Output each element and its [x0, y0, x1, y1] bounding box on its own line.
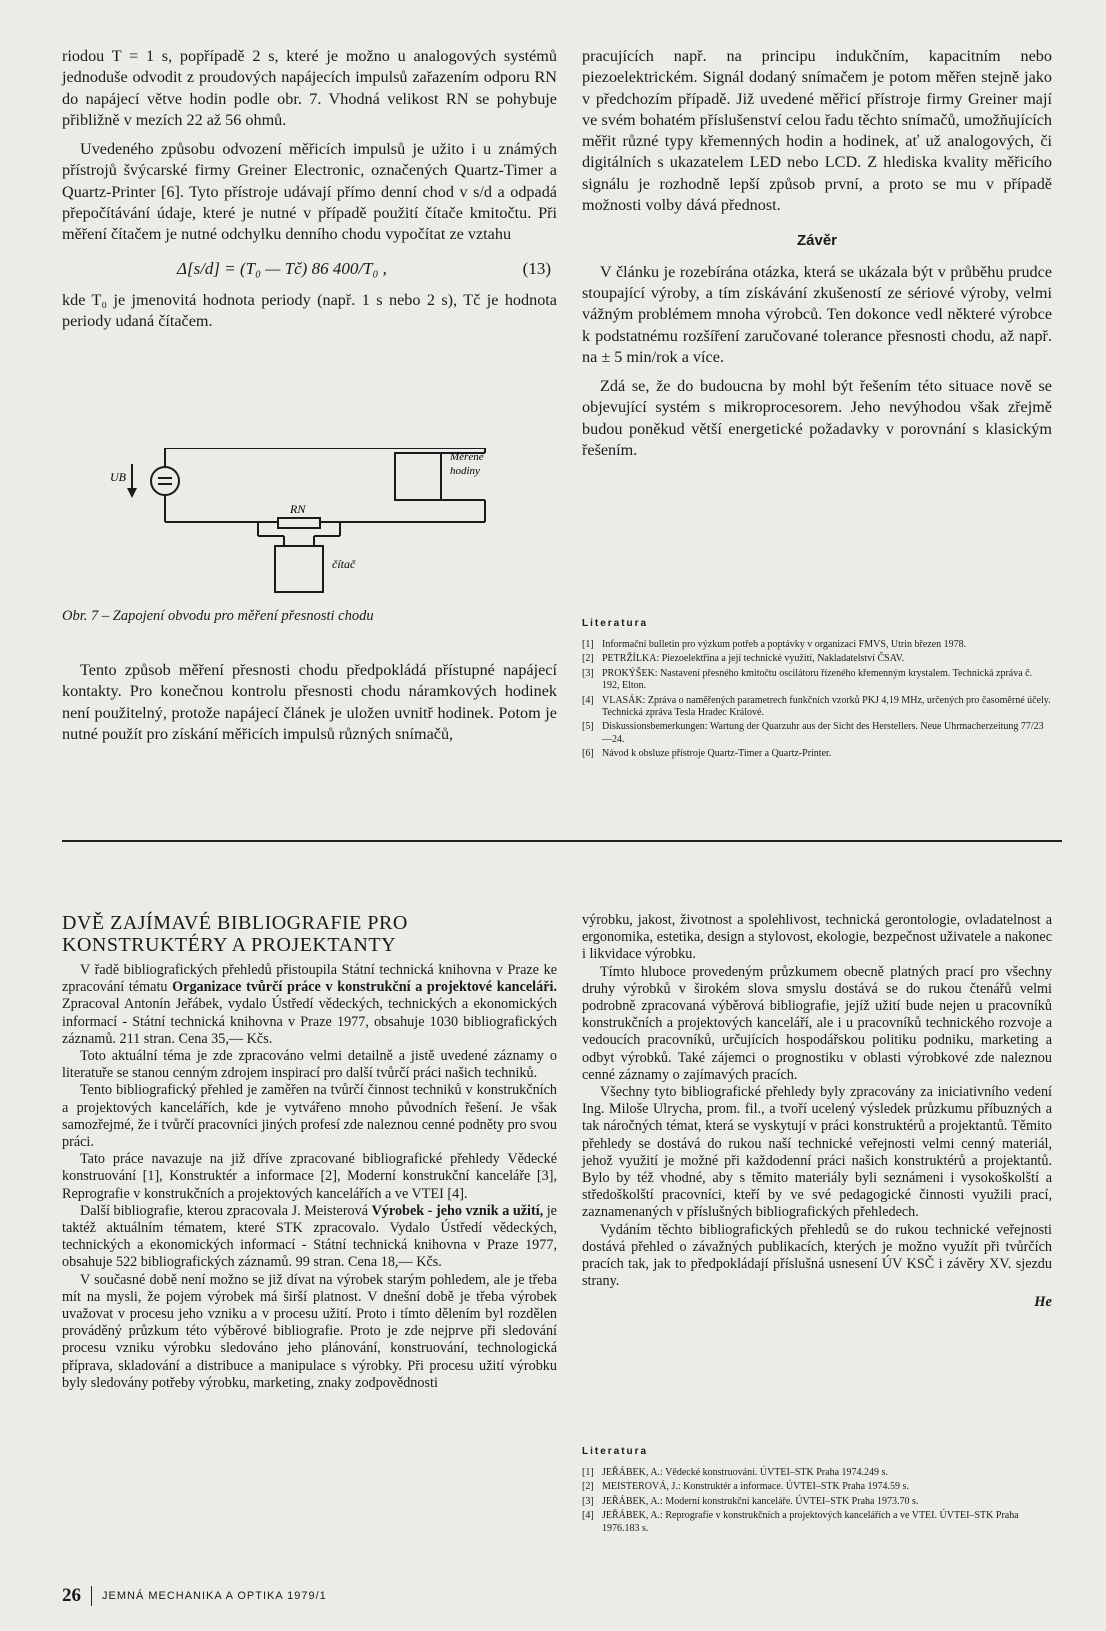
reference-text: PROKÝŠEK: Nastavení přesného kmitočtu oscilátoru řízeného křemenným krystalem. Technická zpráva č. 192, Elton. — [602, 667, 1033, 692]
journal-name: JEMNÁ MECHANIKA A OPTIKA 1979/1 — [102, 1590, 327, 1602]
paragraph: Tento bibliografický přehled je zaměřen na tvůrčí činnost techniků v konstrukčních a projektových kancelářích, kde je vytvářeno mnoho původních řešení. Je však samozřejmé, že i tvůrčí pracovníci jiných profesí zde naleznou cenné podněty pro svou práci. — [62, 1082, 557, 1151]
reference-text: VLASÁK: Zpráva o naměřených parametrech funkčních vzorků PKJ 4,19 MHz, určených pro časoměrné účely. Technická zpráva Tesla Hradec Králové. — [602, 694, 1051, 719]
clock-label: Měřené — [450, 451, 484, 463]
reference-number: [4] — [582, 694, 594, 706]
resistor-label: RN — [290, 502, 306, 516]
article-title: DVĚ ZAJÍMAVÉ BIBLIOGRAFIE PRO KONSTRUKTÉRY A PROJEKTANTY — [62, 912, 408, 956]
reference-item — [582, 748, 1052, 760]
reference-text: JEŘÁBEK, A.: Reprografie v konstrukčních a projektových kancelářích a ve VTEI. ÚVTEI–STK Praha 1976.183 s. — [602, 1510, 1019, 1534]
reference-list — [582, 1467, 1052, 1535]
reference-item — [582, 668, 1052, 693]
reference-item — [582, 721, 1052, 746]
paragraph: riodou T = 1 s, popřípadě 2 s, které je možno u analogových systémů jednoduše odvodit z proudových napájecích impulsů zařazením odporu RN do napájecí větve hodin podle obr. 7. Vhodná velikost RN se pohybuje přibližně v mezích 22 až 56 ohmů. — [62, 47, 557, 129]
reference-text: Diskussionsbemerkungen: Wartung der Quarzuhr aus der Sicht des Herstellers. Neue Uhrmacherzeitung 77/23—24. — [602, 721, 1044, 745]
reference-item — [582, 1467, 1052, 1479]
article-left-column — [62, 912, 557, 1392]
literature-bottom — [582, 1446, 1052, 1537]
reference-number: [4] — [582, 1510, 594, 1522]
reference-item — [582, 1510, 1052, 1535]
reference-item — [582, 639, 1052, 651]
source-label: UB — [110, 470, 126, 484]
paragraph: Tímto hluboce provedeným průzkumem obecně platných prací pro všechny druhy výrobků v širokém slova smyslu dostává se do rukou čtenářů velmi podrobně zpracovaná výběrová bibliografie, jejíž užití bude nejen u pracovníků konstrukčních a projektových kanceláří, ale i u pracovníků technického rozvoje a vedoucích pracovníků, určujících hospodářskou politiku podniku, marketing a odbyt výrobků. Také zájemci o prognostiku v oblasti výrobkové zde naleznou cenné záznamy o zajímavých pracích. — [582, 963, 1052, 1083]
paragraph: V řadě bibliografických přehledů přistoupila Státní technická knihovna v Praze ke zpracování tématu Organizace tvůrčí práce v konstrukční a projektové kanceláři. Zpracoval Antonín Jeřábek, vydalo Ústředí vědeckých, technických a ekonomických informací - Státní technická knihovna v Praze 1977, obsahuje 1030 bibliografických záznamů. 211 stran. Cena 35,— Kčs. — [62, 962, 557, 1047]
reference-item — [582, 653, 1052, 665]
page-footer — [62, 1585, 327, 1607]
paragraph: Tato práce navazuje na již dříve zpracované bibliografické přehledy Vědecké konstruování [1], Konstruktér a informace [2], Moderní konstrukční kanceláře [3], Reprografie v konstrukčních a projektových kancelářích a ve VTEI [4]. — [62, 1151, 557, 1202]
reference-number: [6] — [582, 748, 594, 760]
paragraph: Všechny tyto bibliografické přehledy byly zpracovány za iniciativního vedení Ing. Miloše Ulrycha, prom. fil., a tvoří ucelený výsledek průzkumu příbuzných a tak náročných témat, která se vyskytují v práci konstruktérů a projektantů. Těmito přehledy se dostává do rukou naší technické veřejnosti velmi cenný materiál, jehož využití je možné při každodenní práci našich konstruktérů a projektantů. Bylo by též vhodné, aby s těmito materiály byli seznámeni i vysokoškolští a středoškolští pracovníci, kteří by ve své pedagogické činnosti využili prací, zaznamenaných v příslušných bibliografických přehledech. — [582, 1084, 1052, 1221]
footer-divider — [91, 1586, 92, 1606]
clock-label: hodiny — [450, 465, 480, 477]
formula-expression: Δ[s/d] = (T₀ — Tč) 86 400/T₀ , — [177, 258, 387, 278]
page-number: 26 — [62, 1585, 81, 1606]
paragraph: výrobku, jakost, životnost a spolehlivost, technická gerontologie, ovladatelnost a ergonomika, estetika, design a stylovost, ekologie, bezpečnost uživatele a nakonec i likvidace výrobku. — [582, 912, 1052, 963]
arrow-down-icon — [127, 488, 137, 498]
paragraph: Vydáním těchto bibliografických přehledů se do rukou technické veřejnosti dostává přehled o závažných publikacích, kterých je možno využít při tvůrčích pracích tak, jak to předpokládají příslušná usnesení ÚV KSČ i závěry XV. sjezdu strany. — [582, 1221, 1052, 1290]
top-right-column — [582, 46, 1052, 461]
formula-13 — [62, 258, 557, 280]
reference-number: [5] — [582, 721, 594, 733]
reference-text: Informační bulletin pro výzkum potřeb a poptávky v organizaci FMVS, Utrin březen 1978. — [602, 639, 967, 650]
reference-item — [582, 1496, 1052, 1508]
reference-number: [3] — [582, 1495, 594, 1507]
article-right-column — [582, 912, 1052, 1312]
author-signature: He — [1034, 1294, 1052, 1311]
formula-number: (13) — [522, 258, 551, 278]
paragraph: pracujících např. na principu indukčním, kapacitním nebo piezoelektrickém. Signál dodaný snímačem je potom měřen stejně jako v předchozím případě. Již uvedené měřicí přístroje firmy Greiner mají ve svém bohatém příslušenství celou řadu těchto snímačů, umožňujících měřit různé typy křemenných hodin a hodinek, ať už analogových, či digitálních s ukazatelem LED nebo LCD. Z hlediska kvality měřicího signálu je rozhodně lepší způsob první, a proto se mu v případě možnosti volby dává přednost. — [582, 47, 1052, 215]
circuit-diagram — [110, 448, 510, 598]
paragraph: Zdá se, že do budoucna by mohl být řešením této situace nově se objevující systém s mikroprocesorem. Jeho nevýhodou však zřejmě budou poněkud větší energetické požadavky v porovnání s klasickým řešením. — [582, 377, 1052, 460]
paragraph: Další bibliografie, kterou zpracovala J. Meisterová Výrobek - jeho vznik a užití, je taktéž aktuálním tématem, které STK zpracovalo. Vydalo Ústředí vědeckých, technických a ekonomických informací - Státní technická knihovna v Praze 1977, obsahuje 522 bibliografických záznamů. 99 stran. Cena 18,— Kčs. — [62, 1202, 557, 1271]
reference-number: [2] — [582, 653, 594, 665]
reference-number: [2] — [582, 1481, 594, 1493]
literature-title: Literatura — [582, 1446, 649, 1457]
top-left-continued — [62, 660, 557, 745]
reference-text: JEŘÁBEK, A.: Moderní konstrukční kanceláře. ÚVTEI–STK Praha 1973.70 s. — [602, 1495, 919, 1507]
reference-number: [3] — [582, 667, 594, 679]
reference-list — [582, 639, 1052, 761]
literature-top — [582, 618, 1052, 763]
counter-label: čítač — [332, 557, 356, 571]
reference-number: [1] — [582, 639, 594, 650]
reference-item — [582, 1481, 1052, 1493]
literature-title: Literatura — [582, 618, 649, 629]
paragraph: kde T₀ je jmenovitá hodnota periody (např. 1 s nebo 2 s), Tč je hodnota periody udaná čítačem. — [62, 290, 557, 330]
paragraph: V současné době není možno se již dívat na výrobek starým pohledem, ale je třeba mít na mysli, že pojem výrobek má širší platnost. V dnešní době je třeba výrobek uvažovat v procesu jeho vzniku a v procesu užití. Proto i tímto dělením byl rozdělen prováděný průzkum této výběrové bibliografie. Proto je zde nejprve při sledování procesu vzniku výrobku sledováno jeho plánování, konstruování, technologická příprava, skladování a distribuce a manipulace s výrobky. Při procesu užití výrobku byly sledovány potřeby výrobku, marketing, znaky zodpovědnosti — [62, 1271, 557, 1391]
reference-item — [582, 695, 1052, 720]
section-heading: Závěr — [796, 232, 838, 250]
reference-number: [1] — [582, 1467, 594, 1478]
reference-text: PETRŽÍLKA: Piezoelektřina a její technické využití, Nakladatelství ČSAV. — [602, 653, 905, 665]
paragraph: Uvedeného způsobu odvození měřicích impulsů je užito i u známých přístrojů švýcarské firmy Greiner Electronic, označených Quartz-Timer a Quartz-Printer [6]. Tyto přístroje udávají přímo denní chod v s/d a odpadá přepočítávání údaje, které je nutné v případě použití čítače kmitočtu. Při měření čítačem je nutné odchylku denního chodu vypočítat ze vztahu — [62, 140, 557, 244]
section-divider — [62, 840, 1062, 842]
reference-text: MEISTEROVÁ, J.: Konstruktér a informace. ÚVTEI–STK Praha 1974.59 s. — [602, 1481, 909, 1493]
paragraph: V článku je rozebírána otázka, která se ukázala být v průběhu prudce stoupající výroby, a tím získávání zkušeností ze sériové výroby, velmi vážným problémem mnoha výrobců. Ten dokonce vedl některé výrobce k podstatnému rozšíření zaručované tolerance přesnosti chodu, až např. na ± 5 min/rok a více. — [582, 262, 1052, 366]
reference-text: Návod k obsluze přístroje Quartz-Timer a Quartz-Printer. — [602, 748, 832, 760]
paragraph: Toto aktuální téma je zde zpracováno velmi detailně a jistě uvedené záznamy o literatuře se stanou cenným zdrojem inspirací pro další tvůrčí práci našich techniků. — [62, 1048, 557, 1082]
top-left-column — [62, 46, 557, 332]
reference-text: JEŘÁBEK, A.: Vědecké konstruování. ÚVTEI–STK Praha 1974.249 s. — [602, 1467, 888, 1478]
paragraph: Tento způsob měření přesnosti chodu předpokládá přístupné napájecí kontakty. Pro konečnou kontrolu přesnosti chodu náramkových hodinek není použitelný, protože napájecí článek je uložen uvnitř hodinek. Potom je nutné použít pro získání měřicích impulsů různých snímačů, — [62, 661, 557, 743]
figure-caption: Obr. 7 – Zapojení obvodu pro měření přesnosti chodu — [62, 608, 374, 624]
